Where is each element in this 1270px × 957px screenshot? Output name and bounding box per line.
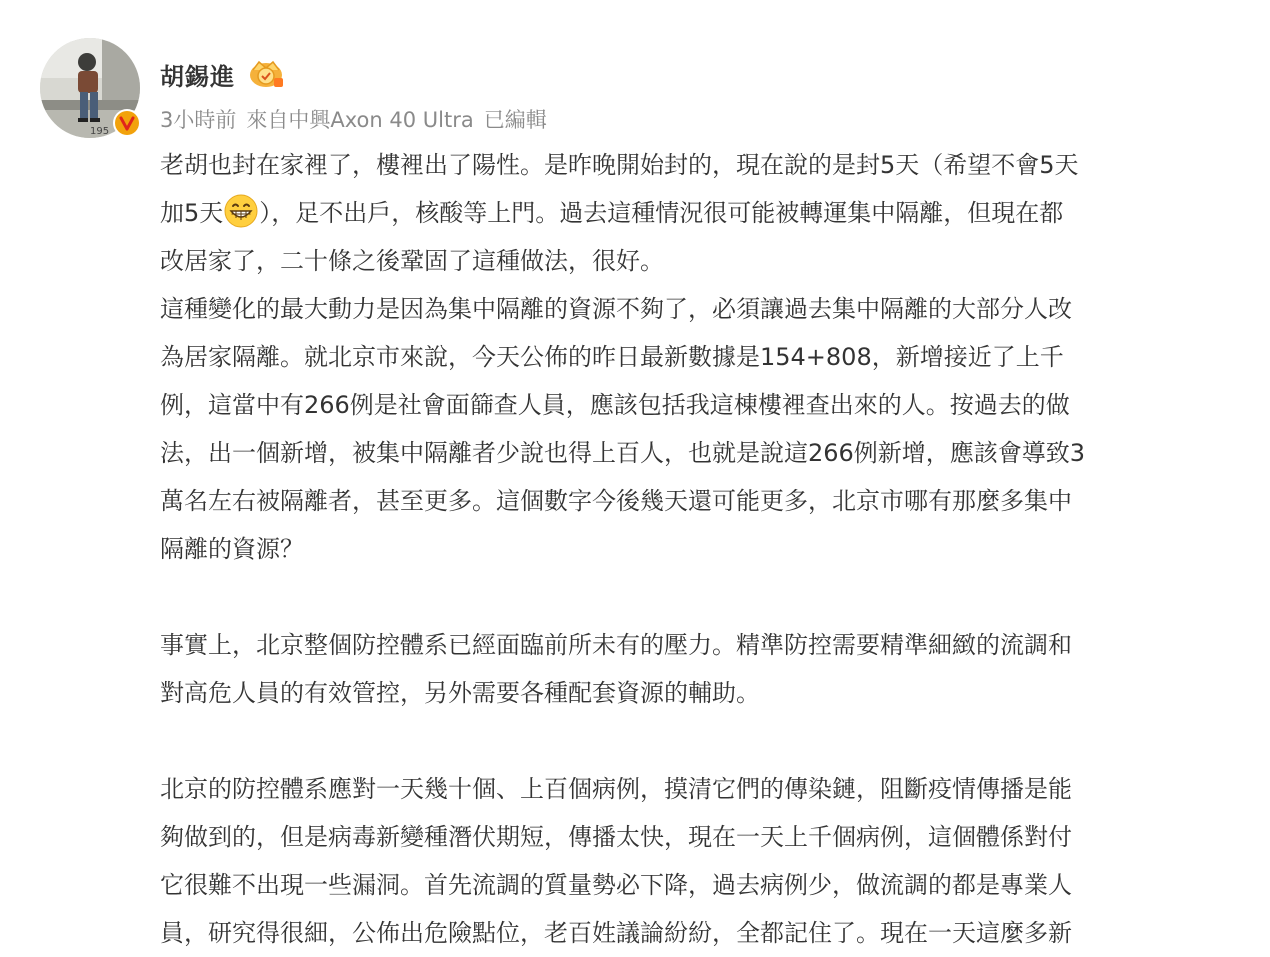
verified-v-icon: [112, 108, 142, 138]
post-line: 對高危人員的有效管控，另外需要各種配套資源的輔助。: [160, 679, 760, 707]
username[interactable]: 胡錫進: [160, 62, 235, 91]
post-line: 隔離的資源？: [160, 535, 304, 563]
post-source: 來自中興Axon 40 Ultra: [246, 108, 474, 132]
post-line: 例，這當中有266例是社會面篩查人員，應該包括我這棟樓裡查出來的人。按過去的做: [160, 391, 1070, 419]
paragraph-spacer: [160, 717, 1245, 765]
post-line: 為居家隔離。就北京市來說，今天公佈的昨日最新數據是154+808，新增接近了上千: [160, 343, 1064, 371]
post-meta: [160, 104, 557, 134]
post-line: 改居家了，二十條之後鞏固了這種做法，很好。: [160, 247, 664, 275]
post-line: 夠做到的，但是病毒新變種潛伏期短，傳播太快，現在一天上千個病例，這個體係對付: [160, 823, 1072, 851]
svg-text:195: 195: [90, 126, 110, 137]
post-time[interactable]: 3小時前: [160, 108, 237, 132]
post-line: 北京的防控體系應對一天幾十個、上百個病例，摸清它們的傳染鏈，阻斷疫情傳播是能: [160, 775, 1072, 803]
paragraph-spacer: [160, 573, 1245, 621]
post-line: 這種變化的最大動力是因為集中隔離的資源不夠了，必須讓過去集中隔離的大部分人改: [160, 295, 1072, 323]
post-line: 萬名左右被隔離者，甚至更多。這個數字今後幾天還可能更多，北京市哪有那麼多集中: [160, 487, 1072, 515]
post-line: 事實上，北京整個防控體系已經面臨前所未有的壓力。精準防控需要精準細緻的流調和: [160, 631, 1072, 659]
gold-membership-icon[interactable]: [247, 58, 285, 90]
post-line: 它很難不出現一些漏洞。首先流調的質量勢必下降，過去病例少，做流調的都是專業人: [160, 871, 1072, 899]
edited-label[interactable]: 已編輯: [483, 108, 547, 132]
user-avatar[interactable]: [40, 38, 140, 138]
post-line: 法，出一個新增，被集中隔離者少說也得上百人，也就是說這266例新增，應該會導致3: [160, 439, 1086, 467]
grinning-face-emoji: [223, 193, 259, 229]
post-header: [160, 56, 285, 92]
post-content: [160, 141, 1245, 957]
post-line: 員，研究得很細，公佈出危險點位，老百姓議論紛紛，全都記住了。現在一天這麼多新: [160, 919, 1072, 947]
post-line: 老胡也封在家裡了，樓裡出了陽性。是昨晚開始封的，現在說的是封5天（希望不會5天: [160, 151, 1079, 179]
post-line-with-emoji: 加5天 ），足不出戶，核酸等上門。過去這種情況很可能被轉運集中隔離，但現在都: [160, 189, 1245, 237]
